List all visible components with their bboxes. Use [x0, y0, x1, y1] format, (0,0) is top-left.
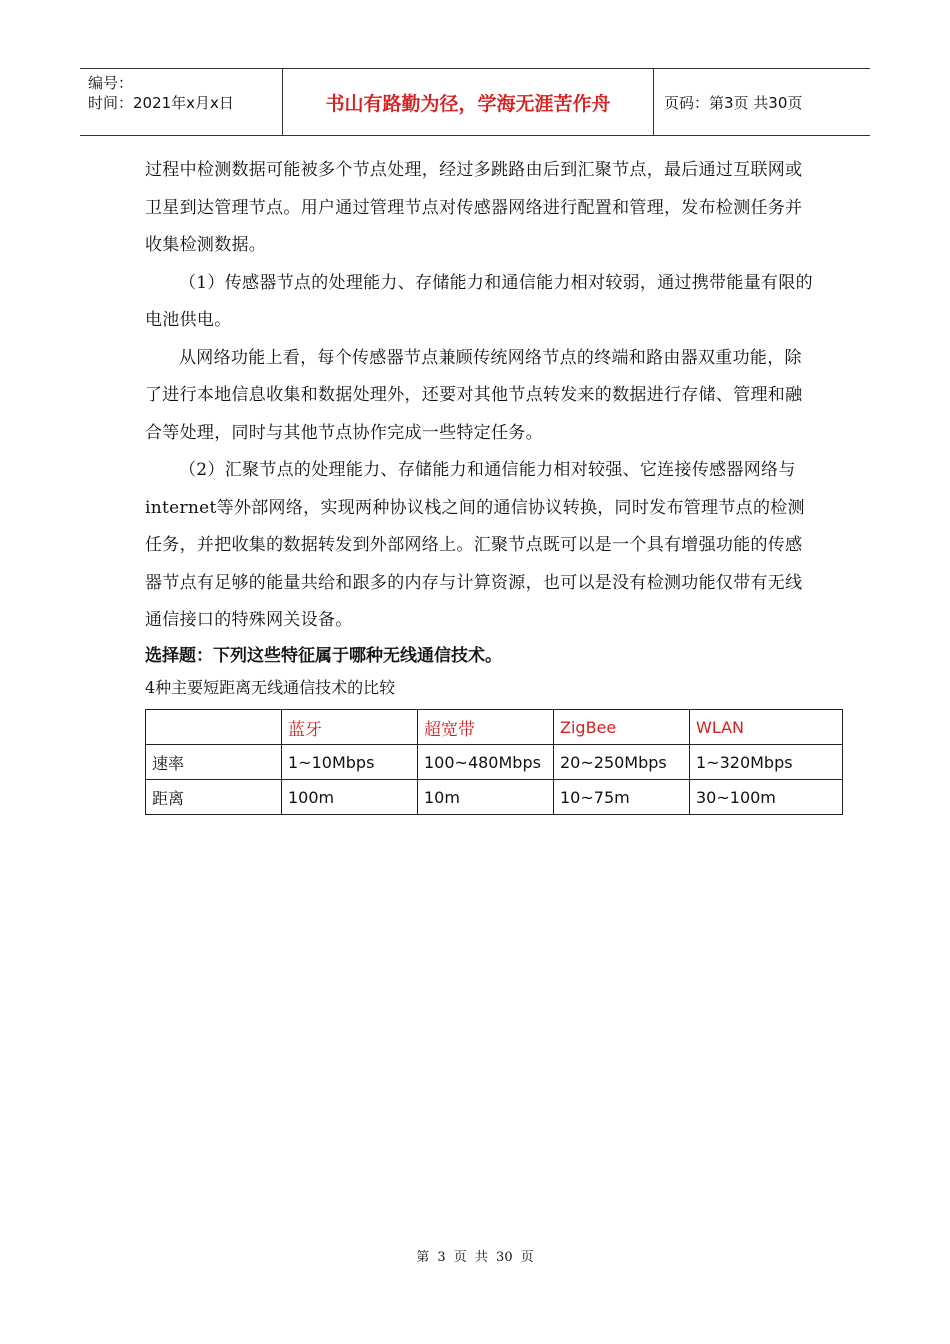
- question-heading: 选择题：下列这些特征属于哪种无线通信技术。: [145, 645, 502, 666]
- table-cell: 10~75m: [554, 780, 690, 815]
- table-header-cell: [146, 710, 282, 745]
- table-cell: 10m: [418, 780, 554, 815]
- page-header: [80, 68, 870, 136]
- comparison-table: [145, 709, 843, 815]
- table-cell: 100~480Mbps: [418, 745, 554, 780]
- table-row: [146, 780, 843, 815]
- paragraph: 从网络功能上看，每个传感器节点兼顾传统网络节点的终端和路由器双重功能，除了进行本地信息收集和数据处理外，还要对其他节点转发来的数据进行存储、管理和融合等处理，同时与其他节点协作完成一些特定任务。: [145, 347, 803, 443]
- table-header-cell: ZigBee: [554, 710, 690, 745]
- table-row-label: 速率: [146, 745, 282, 780]
- document-body: [145, 152, 815, 704]
- paragraph: （1）传感器节点的处理能力、存储能力和通信能力相对较弱，通过携带能量有限的电池供电。: [145, 272, 813, 330]
- table-cell: 20~250Mbps: [554, 745, 690, 780]
- number-label: 编号：: [88, 74, 134, 92]
- table-header-cell: WLAN: [690, 710, 843, 745]
- table-cell: 1~10Mbps: [282, 745, 418, 780]
- page-footer: 第 3 页 共 30 页: [416, 1250, 534, 1265]
- paragraph: （2）汇聚节点的处理能力、存储能力和通信能力相对较强、它连接传感器网络与internet等外部网络，实现两种协议栈之间的通信协议转换，同时发布管理节点的检测任务，并把收集的数据转发到外部网络上。汇聚节点既可以是一个具有增强功能的传感器节点有足够的能量共给和跟多的内存与计算资源，也可以是没有检测功能仅带有无线通信接口的特殊网关设备。: [145, 460, 805, 630]
- paragraph: 过程中检测数据可能被多个节点处理，经过多跳路由后到汇聚节点，最后通过互联网或卫星到达管理节点。用户通过管理节点对传感器网络进行配置和管理，发布检测任务并收集检测数据。: [145, 160, 803, 255]
- table-cell: 100m: [282, 780, 418, 815]
- table-row: [146, 745, 843, 780]
- table-header-cell: 超宽带: [418, 710, 554, 745]
- table-cell: 1~320Mbps: [690, 745, 843, 780]
- header-motto: 书山有路勤为径，学海无涯苦作舟: [282, 69, 654, 135]
- table-header-cell: 蓝牙: [282, 710, 418, 745]
- time-label: 时间：2021年x月x日: [88, 94, 234, 112]
- table-header-row: [146, 710, 843, 745]
- table-caption: 4种主要短距离无线通信技术的比较: [145, 677, 396, 697]
- table-cell: 30~100m: [690, 780, 843, 815]
- header-meta: [80, 69, 282, 135]
- header-page-info: 页码：第3页 共30页: [664, 93, 803, 112]
- table-row-label: 距离: [146, 780, 282, 815]
